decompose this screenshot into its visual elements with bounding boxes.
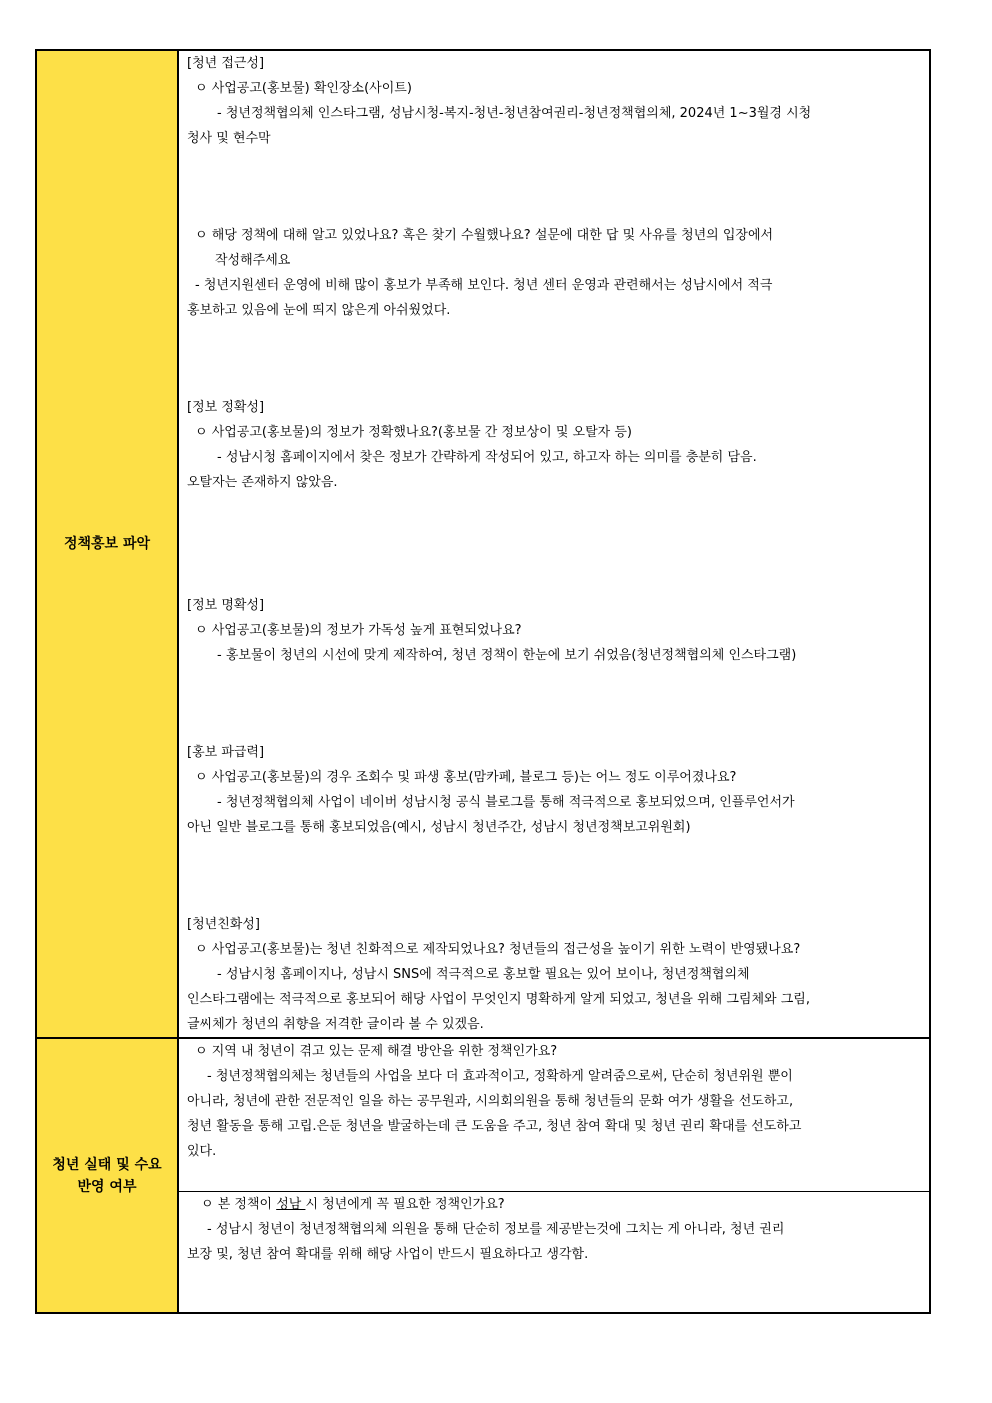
evaluation-table: [35, 49, 931, 1314]
demand-question-2-suffix: 시 청년에게 꼭 필요한 정책인가요?: [305, 1197, 505, 1212]
accuracy-answer-line-1: - 성남시청 홈페이지에서 찾은 정보가 간략하게 작성되어 있고, 하고자 하는 의미를 충분히 담음.: [217, 450, 757, 465]
access-question-2-line-1: ㅇ 해당 정책에 대해 알고 있었나요? 혹은 찾기 수월했나요? 설문에 대한 답 및 사유를 청년의 입장에서: [195, 228, 774, 243]
demand-answer-1-line-1: - 청년정책협의체는 청년들의 사업을 보다 더 효과적이고, 정확하게 알려줌으로써, 단순히 청년위원 뿐이: [207, 1069, 793, 1084]
youth-demand-label-cell: [36, 1038, 178, 1313]
demand-answer-1-line-4: 있다.: [187, 1144, 217, 1159]
friendly-answer-line-2: 인스타그램에는 적극적으로 홍보되어 해당 사업이 무엇인지 명확하게 알게 되었고, 청년을 위해 그림체와 그림,: [187, 992, 810, 1007]
friendly-question: ㅇ 사업공고(홍보물)는 청년 친화적으로 제작되었나요? 청년들의 접근성을 높이기 위한 노력이 반영됐나요?: [195, 942, 801, 957]
access-question-1: ㅇ 사업공고(홍보물) 확인장소(사이트): [195, 81, 412, 96]
demand-question-2-prefix: ㅇ 본 정책이: [201, 1197, 277, 1212]
friendly-heading: [청년친화성]: [187, 917, 260, 932]
demand-answer-1-line-2: 아니라, 청년에 관한 전문적인 일을 하는 공무원과, 시의회의원을 통해 청년들의 문화 여가 생활을 선도하고,: [187, 1094, 794, 1109]
accuracy-question: ㅇ 사업공고(홍보물)의 정보가 정확했나요?(홍보물 간 정보상이 및 오탈자 등): [195, 425, 632, 440]
access-answer-1-line-2: 청사 및 현수막: [187, 131, 271, 146]
reach-answer-line-1: - 청년정책협의체 사업이 네이버 성남시청 공식 블로그를 통해 적극적으로 홍보되었으며, 인플루언서가: [217, 795, 795, 810]
access-heading: [청년 접근성]: [187, 56, 265, 71]
demand-answer-1-line-3: 청년 활동을 통해 고립.은둔 청년을 발굴하는데 큰 도움을 주고, 청년 참여 확대 및 청년 권리 확대를 선도하고: [187, 1119, 802, 1134]
youth-demand-label-line-1: 청년 실태 및 수요: [52, 1156, 162, 1173]
spacer: [187, 840, 921, 912]
policy-promo-content: [178, 50, 930, 1038]
access-answer-2-line-1: - 청년지원센터 운영에 비해 많이 홍보가 부족해 보인다. 청년 센터 운영과 관련해서는 성남시에서 적극: [195, 278, 773, 293]
demand-answer-2-line-2: 보장 및, 청년 참여 확대를 위해 해당 사업이 반드시 필요하다고 생각함.: [187, 1247, 589, 1262]
policy-promo-label: 정책홍보 파악: [63, 536, 151, 552]
demand-question-2: [187, 1192, 921, 1217]
friendly-answer-line-1: - 성남시청 홈페이지나, 성남시 SNS에 적극적으로 홍보할 필요는 있어 보이나, 청년정책협의체: [217, 967, 750, 982]
access-answer-1-line-1: - 청년정책협의체 인스타그램, 성남시청-복지-청년-청년참여권리-청년정책협의체, 2024년 1~3월경 시청: [217, 106, 812, 121]
clarity-answer-line-1: - 홍보물이 청년의 시선에 맞게 제작하여, 청년 정책이 한눈에 보기 쉬었음(청년정책협의체 인스타그램): [217, 648, 797, 663]
city-name-fill: 성남: [276, 1197, 306, 1212]
accuracy-answer-line-2: 오탈자는 존재하지 않았음.: [187, 475, 338, 490]
access-answer-2-line-2: 홍보하고 있음에 눈에 띄지 않은게 아쉬웠었다.: [187, 303, 451, 318]
demand-question-1: ㅇ 지역 내 청년이 겪고 있는 문제 해결 방안을 위한 정책인가요?: [195, 1044, 558, 1059]
spacer: [187, 668, 921, 740]
reach-heading: [홍보 파급력]: [187, 745, 265, 760]
access-question-2-line-2: 작성해주세요: [215, 253, 291, 268]
reach-question: ㅇ 사업공고(홍보물)의 경우 조회수 및 파생 홍보(맘카페, 블로그 등)는 어느 정도 이루어졌나요?: [195, 770, 737, 785]
accuracy-heading: [정보 정확성]: [187, 400, 265, 415]
youth-demand-label-line-2: 반영 여부: [77, 1178, 137, 1195]
youth-demand-part-2: [187, 1192, 921, 1312]
spacer: [187, 495, 921, 593]
spacer: [187, 323, 921, 395]
youth-demand-content: [178, 1038, 930, 1313]
clarity-question: ㅇ 사업공고(홍보물)의 정보가 가독성 높게 표현되었나요?: [195, 623, 522, 638]
friendly-answer-line-3: 글씨체가 청년의 취향을 저격한 글이라 볼 수 있겠음.: [187, 1017, 484, 1032]
policy-promo-label-cell: [36, 50, 178, 1038]
spacer: [187, 151, 921, 223]
clarity-heading: [정보 명확성]: [187, 598, 265, 613]
youth-demand-part-1: [187, 1039, 921, 1191]
policy-promo-row: [36, 50, 930, 1038]
youth-demand-row: [36, 1038, 930, 1313]
reach-answer-line-2: 아닌 일반 블로그를 통해 홍보되었음(예시, 성남시 청년주간, 성남시 청년정책보고위원회): [187, 820, 691, 835]
demand-answer-2-line-1: - 성남시 청년이 청년정책협의체 의원을 통해 단순히 정보를 제공받는것에 그치는 게 아니라, 청년 권리: [207, 1222, 785, 1237]
